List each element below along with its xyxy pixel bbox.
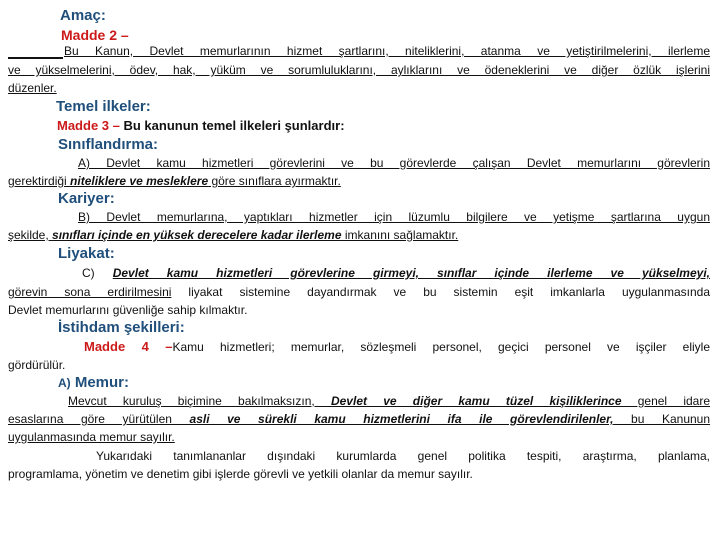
siniflandirma-line-1: A) Devlet kamu hizmetleri görevlerini ve bu görevlerde çalışan Devlet memurlarını görevlerin: [78, 156, 710, 170]
heading-siniflandirma: Sınıflandırma:: [58, 136, 159, 153]
madde-3: [57, 118, 345, 133]
emphasis-text: asli ve sürekli kamu hizmetlerini ifa ile görevlendirilenler,: [189, 412, 614, 426]
memur-line-1: [8, 393, 710, 409]
siniflandirma-line-2: [8, 173, 341, 189]
text: görevin sona erdirilmesini: [8, 285, 172, 299]
text: göre sınıflara ayırmaktır.: [208, 174, 341, 188]
heading-kariyer: Kariyer:: [58, 190, 115, 207]
memur-line-3: uygulanmasında memur sayılır.: [8, 430, 175, 444]
text: gerektirdiği: [8, 174, 71, 188]
amac-line-3: düzenler.: [8, 81, 57, 95]
heading-memur: [58, 374, 129, 392]
text: imkanını sağlamaktır.: [341, 228, 459, 242]
madde-3-text: Bu kanunun temel ilkeleri şunlardır:: [119, 118, 345, 133]
text: esaslarına göre yürütülen: [8, 412, 190, 426]
heading-amac: Amaç:: [60, 7, 106, 24]
amac-line-1: Bu Kanun, Devlet memurlarının hizmet şartlarını, niteliklerini, atanma ve yetiştirilmelerini, ilerleme: [64, 44, 710, 58]
text: C): [82, 266, 113, 280]
text: liyakat sistemine dayandırmak ve bu sistemin eşit imkanlarla uygulanmasında: [171, 285, 711, 299]
madde-2-label: Madde 2 –: [61, 27, 129, 43]
underline-rule: [8, 57, 63, 59]
text: A): [58, 376, 71, 390]
memur-line-2: [8, 411, 710, 427]
memur-line-4: Yukarıdaki tanımlananlar dışındaki kurumlarda genel politika tespiti, araştırma, planlama,: [96, 449, 710, 463]
heading-liyakat: Liyakat:: [58, 245, 115, 262]
text: Mevcut kuruluş biçimine bakılmaksızın,: [68, 394, 331, 408]
text: Memur:: [70, 374, 130, 391]
liyakat-line-3: Devlet memurlarını güvenliğe sahip kılmaktır.: [8, 303, 248, 317]
kariyer-line-1: B) Devlet memurlarına, yaptıkları hizmetler için lüzumlu bilgilere ve yetişme şartlarına uygun: [78, 210, 710, 224]
emphasis-text: sınıfları içinde en yüksek derecelere kadar ilerleme: [52, 228, 342, 242]
madde-4-label: Madde 4 –: [84, 339, 173, 354]
text: bu Kanunun: [613, 412, 711, 426]
emphasis-text: niteliklere ve mesleklere: [70, 174, 209, 188]
liyakat-line-2: [8, 284, 710, 300]
emphasis-text: Devlet kamu hizmetleri görevlerine girmeyi, sınıflar içinde ilerleme ve yükselmeyi,: [112, 266, 710, 280]
text: Kamu hizmetleri; memurlar, sözleşmeli personel, geçici personel ve işçiler eliyle: [172, 340, 711, 354]
istihdam-line-2: gördürülür.: [8, 358, 66, 372]
text: genel idare: [621, 394, 711, 408]
amac-line-2: ve yükselmelerini, ödev, hak, yüküm ve sorumluluklarını, aylıklarını ve ödeneklerini ve diğer özlük işlerini: [8, 63, 710, 77]
heading-temel-ilkeler: Temel ilkeler:: [56, 98, 151, 115]
heading-istihdam: İstihdam şekilleri:: [58, 319, 185, 336]
istihdam-line-1: [8, 339, 710, 355]
memur-line-5: programlama, yönetim ve denetim gibi işlerde görevli ve yetkili olanlar da memur sayılır.: [8, 467, 473, 481]
emphasis-text: Devlet ve diğer kamu tüzel kişiliklerince: [330, 394, 622, 408]
liyakat-line-1: [8, 265, 710, 281]
text: şekilde,: [8, 228, 53, 242]
kariyer-line-2: [8, 227, 458, 243]
madde-3-label: Madde 3 –: [57, 118, 120, 133]
